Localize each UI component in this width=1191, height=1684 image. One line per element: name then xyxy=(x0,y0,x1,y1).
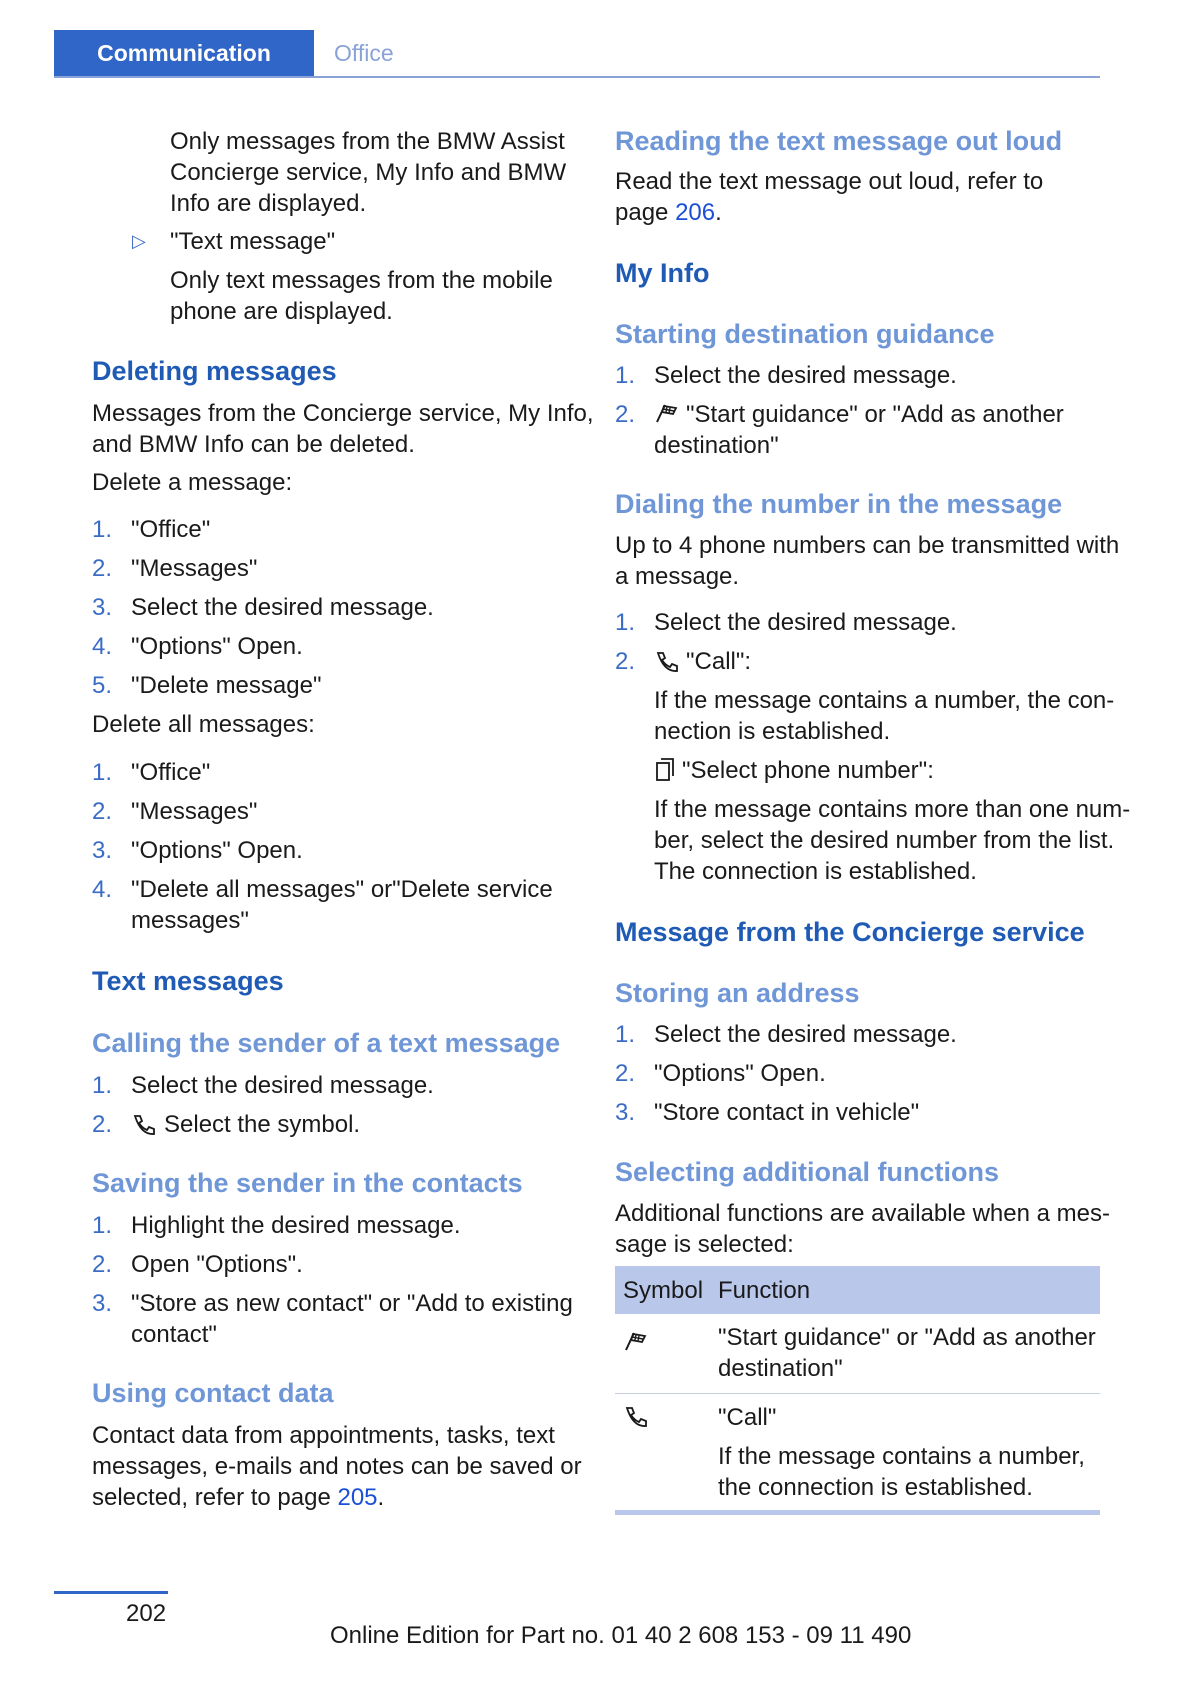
row2-function-line-1: "Call" xyxy=(718,1404,777,1431)
step-text: Select the symbol. xyxy=(164,1111,361,1138)
step-number: 2. xyxy=(92,1251,113,1278)
footer-rule xyxy=(54,1591,168,1594)
page-link-205[interactable]: 205 xyxy=(337,1484,378,1511)
step-number: 1. xyxy=(92,1212,113,1239)
destination-flag-icon xyxy=(623,1330,649,1359)
step-number: 4. xyxy=(92,633,113,660)
contact-data-line-1: Contact data from appointments, tasks, text xyxy=(92,1422,555,1449)
col-symbol: Symbol xyxy=(623,1277,704,1304)
heading-starting-guidance: Starting destination guidance xyxy=(615,319,995,349)
footer-edition: Online Edition for Part no. 01 40 2 608 153 - 09 11 490 xyxy=(330,1622,912,1649)
table-bottom-rule xyxy=(615,1510,1100,1515)
heading-using-contact-data: Using contact data xyxy=(92,1378,334,1408)
step-text: Highlight the desired message. xyxy=(131,1212,461,1239)
additional-line-1: Additional functions are available when a mes- xyxy=(615,1200,1110,1227)
row2-function-line-3: the connection is established. xyxy=(718,1474,1033,1501)
row2-function-line-2: If the message contains a number, xyxy=(718,1443,1085,1470)
dialing-desc-3: If the message contains more than one num- xyxy=(654,796,1131,823)
step-number: 1. xyxy=(615,362,636,389)
phone-icon xyxy=(654,650,680,679)
step-number: 2. xyxy=(615,401,636,428)
step-number: 2. xyxy=(92,1111,113,1138)
step-text: "Delete all messages" or"Delete service xyxy=(131,876,553,903)
step-text: "Options" Open. xyxy=(654,1060,826,1087)
dialing-desc-1: If the message contains a number, the con- xyxy=(654,687,1115,714)
phone-list-icon xyxy=(654,757,676,788)
col-function: Function xyxy=(718,1277,811,1304)
contact-data-line-2: messages, e-mails and notes can be saved or xyxy=(92,1453,582,1480)
heading-dialing-number: Dialing the number in the message xyxy=(615,489,1063,519)
reading-line-1: Read the text message out loud, refer to xyxy=(615,168,1044,195)
step-text: "Office" xyxy=(131,516,211,543)
step-text: "Start guidance" or "Add as another xyxy=(686,401,1064,428)
step-text: "Delete message" xyxy=(131,672,322,699)
step-number: 2. xyxy=(615,1060,636,1087)
step-text: "Office" xyxy=(131,759,211,786)
dialing-line-1: Up to 4 phone numbers can be transmitted with xyxy=(615,532,1120,559)
step-text: Select the desired message. xyxy=(131,594,434,621)
heading-reading-out-loud: Reading the text message out loud xyxy=(615,126,1063,156)
step-text: Select the desired message. xyxy=(654,362,957,389)
deleting-text-1: Messages from the Concierge service, My Info, xyxy=(92,400,594,427)
step-number: 2. xyxy=(92,798,113,825)
step-text-cont: contact" xyxy=(131,1321,217,1348)
intro-line-2: Concierge service, My Info and BMW xyxy=(170,159,567,186)
step-text: Select the desired message. xyxy=(131,1072,434,1099)
step-number: 1. xyxy=(615,1021,636,1048)
bullet-marker: ▷ xyxy=(132,231,146,251)
reading-line-2: page 206. xyxy=(615,199,722,226)
heading-my-info: My Info xyxy=(615,258,710,288)
step-text: "Store as new contact" or "Add to existing xyxy=(131,1290,573,1317)
heading-additional-functions: Selecting additional functions xyxy=(615,1157,1000,1187)
step-text: "Options" Open. xyxy=(131,837,303,864)
heading-text-messages: Text messages xyxy=(92,966,284,996)
step-number: 4. xyxy=(92,876,113,903)
step-text-cont: messages" xyxy=(131,907,249,934)
bullet-text-message: "Text message" xyxy=(170,228,336,255)
step-text: "Messages" xyxy=(131,555,258,582)
contact-data-line-3: selected, refer to page 205. xyxy=(92,1484,385,1511)
step-text: "Messages" xyxy=(131,798,258,825)
row1-function-line-1: "Start guidance" or "Add as another xyxy=(718,1324,1096,1351)
delete-one-label: Delete a message: xyxy=(92,469,293,496)
heading-deleting-messages: Deleting messages xyxy=(92,356,337,386)
dialing-line-2: a message. xyxy=(615,563,740,590)
step-text: Select the desired message. xyxy=(654,609,957,636)
table-row-divider xyxy=(615,1393,1100,1394)
select-phone-number-label: "Select phone number": xyxy=(682,757,934,784)
step-number: 1. xyxy=(92,1072,113,1099)
dialing-desc-4: ber, select the desired number from the list. xyxy=(654,827,1115,854)
phone-icon xyxy=(131,1113,157,1142)
step-number: 3. xyxy=(92,1290,113,1317)
intro-line-3: Info are displayed. xyxy=(170,190,367,217)
step-number: 3. xyxy=(92,837,113,864)
deleting-text-2: and BMW Info can be deleted. xyxy=(92,431,415,458)
heading-saving-sender: Saving the sender in the contacts xyxy=(92,1168,523,1198)
dialing-desc-5: The connection is established. xyxy=(654,858,977,885)
step-number: 1. xyxy=(92,516,113,543)
bullet-desc-1: Only text messages from the mobile xyxy=(170,267,553,294)
page-number: 202 xyxy=(126,1600,167,1627)
step-number: 3. xyxy=(92,594,113,621)
step-text: "Options" Open. xyxy=(131,633,303,660)
row1-function-line-2: destination" xyxy=(718,1355,843,1382)
step-text: "Call": xyxy=(686,648,752,675)
step-number: 2. xyxy=(615,648,636,675)
page-link-206[interactable]: 206 xyxy=(675,199,716,226)
destination-flag-icon xyxy=(654,402,680,431)
additional-line-2: sage is selected: xyxy=(615,1231,794,1258)
step-text: Open "Options". xyxy=(131,1251,303,1278)
step-number: 1. xyxy=(92,759,113,786)
step-text: "Store contact in vehicle" xyxy=(654,1099,920,1126)
intro-line-1: Only messages from the BMW Assist xyxy=(170,128,565,155)
step-text: Select the desired message. xyxy=(654,1021,957,1048)
step-number: 1. xyxy=(615,609,636,636)
heading-calling-sender: Calling the sender of a text message xyxy=(92,1028,561,1058)
tab-communication[interactable]: Communication xyxy=(54,30,314,76)
step-text-cont: destination" xyxy=(654,432,779,459)
dialing-desc-2: nection is established. xyxy=(654,718,891,745)
heading-concierge-message: Message from the Concierge service xyxy=(615,917,1085,947)
phone-icon xyxy=(623,1405,649,1434)
bullet-desc-2: phone are displayed. xyxy=(170,298,393,325)
heading-storing-address: Storing an address xyxy=(615,978,860,1008)
step-number: 3. xyxy=(615,1099,636,1126)
delete-all-label: Delete all messages: xyxy=(92,711,315,738)
tab-office[interactable]: Office xyxy=(334,40,394,66)
step-number: 5. xyxy=(92,672,113,699)
step-number: 2. xyxy=(92,555,113,582)
